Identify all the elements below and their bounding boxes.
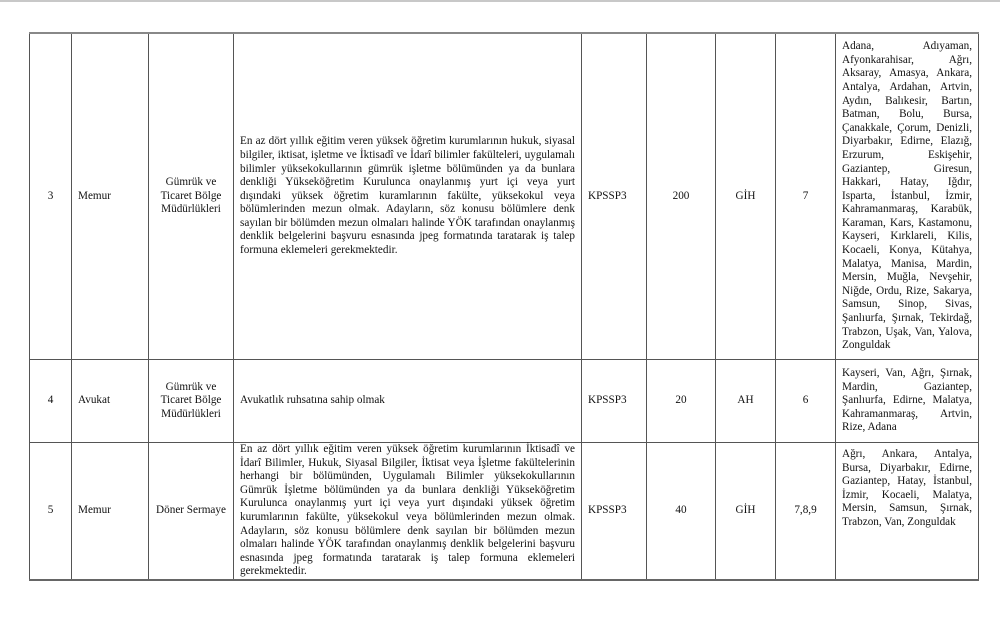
row-number: 5 — [30, 443, 72, 580]
position-title: Memur — [72, 443, 149, 580]
unit-name: Döner Sermaye — [149, 443, 234, 580]
requirements-text: En az dört yıllık eğitim veren yüksek öğretim kurumlarının İktisadî ve İdarî Bilimler, Hukuk, Siyasal Bilgiler, İktisat veya İşletme fakültelerinin herhangi bir bölümünden, Uygulamalı Bilimler yüksekokullarının Gümrük İşletme bölümünden ya da bunlara denkliği Yükseköğretim Kurulunca onaylanmış yurt içi veya yurt dışındaki yüksek öğretim kurumlarının fakülte, yüksekokul veya bölümlerinden mezun olmak. Adayların, söz konusu bölümlere denk sayılan bir bölümden mezun olmaları halinde YÖK tarafından onaylanmış denklik belgelerini başvuru esnasında jpeg formatında taratarak iş talep formuna eklemeleri gerekmektedir. — [234, 443, 582, 580]
position-count: 20 — [647, 360, 716, 443]
page-top-edge — [0, 0, 1000, 2]
row-number: 4 — [30, 360, 72, 443]
position-count: 200 — [647, 33, 716, 360]
row-number: 3 — [30, 33, 72, 360]
grade-level: 6 — [776, 360, 836, 443]
requirements-text: Avukatlık ruhsatına sahip olmak — [234, 360, 582, 443]
position-title: Memur — [72, 33, 149, 360]
grade-level: 7,8,9 — [776, 443, 836, 580]
job-listing-table — [29, 32, 979, 581]
table-row — [30, 33, 979, 360]
cities-list: Kayseri, Van, Ağrı, Şırnak, Mardin, Gaziantep, Şanlıurfa, Edirne, Malatya, Kahramanmaraş, Artvin, Rize, Adana — [836, 360, 979, 443]
position-count: 40 — [647, 443, 716, 580]
grade-level: 7 — [776, 33, 836, 360]
cities-list: Ağrı, Ankara, Antalya, Bursa, Diyarbakır, Edirne, Gaziantep, Hatay, İstanbul, İzmir, Kocaeli, Malatya, Mersin, Samsun, Şırnak, Trabzon, Van, Zonguldak — [836, 443, 979, 580]
table-row — [30, 360, 979, 443]
exam-type: KPSSP3 — [582, 443, 647, 580]
class-type: AH — [716, 360, 776, 443]
exam-type: KPSSP3 — [582, 360, 647, 443]
table-row — [30, 443, 979, 580]
exam-type: KPSSP3 — [582, 33, 647, 360]
unit-name: Gümrük ve Ticaret Bölge Müdürlükleri — [149, 360, 234, 443]
position-title: Avukat — [72, 360, 149, 443]
class-type: GİH — [716, 443, 776, 580]
class-type: GİH — [716, 33, 776, 360]
requirements-text: En az dört yıllık eğitim veren yüksek öğretim kurumlarının hukuk, siyasal bilgiler, iktisat, işletme ve İktisadî ve İdarî bilimler fakülteleri, uygulamalı bilimler yüksekokullarının gümrük işletme bölümünden ya da bunlara denkliği Yükseköğretim Kurulunca onaylanmış yurt içi veya yurt dışındaki yüksek öğretim kuramlarının fakülte, yüksekokul veya bölümlerinden mezun olmak. Adayların, söz konusu bölümlere denk sayılan bir bölümden mezun olmaları halinde YÖK tarafından onaylanmış denklik belgelerini başvuru esnasında jpeg formatında taratarak iş talep formuna eklemeleri gerekmektedir. — [234, 33, 582, 360]
cities-list: Adana, Adıyaman, Afyonkarahisar, Ağrı, Aksaray, Amasya, Ankara, Antalya, Ardahan, Artvin, Aydın, Balıkesir, Bartın, Batman, Bolu, Bursa, Çanakkale, Çorum, Denizli, Diyarbakır, Edirne, Elazığ, Erzurum, Eskişehir, Gaziantep, Giresun, Hakkari, Hatay, Iğdır, Isparta, İstanbul, İzmir, Kahramanmaraş, Karabük, Karaman, Kars, Kastamonu, Kayseri, Kırklareli, Kilis, Kocaeli, Konya, Kütahya, Malatya, Manisa, Mardin, Mersin, Muğla, Nevşehir, Niğde, Ordu, Rize, Sakarya, Samsun, Sinop, Sivas, Şanlıurfa, Şırnak, Tekirdağ, Trabzon, Uşak, Van, Yalova, Zonguldak — [836, 33, 979, 360]
unit-name: Gümrük ve Ticaret Bölge Müdürlükleri — [149, 33, 234, 360]
